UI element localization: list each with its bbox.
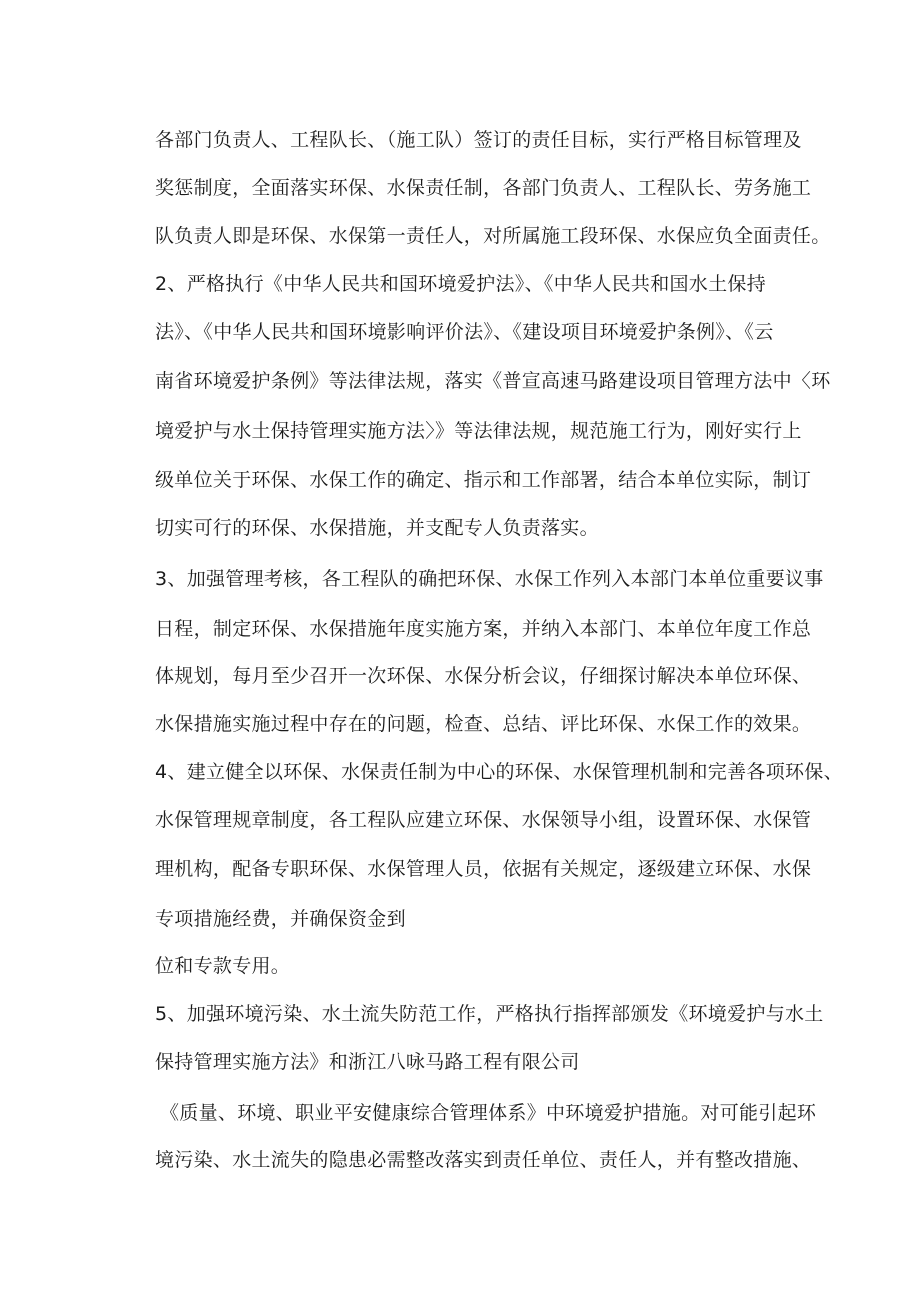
text-line: 3、加强管理考核，各工程队的确把环保、水保工作列入本部门本单位重要议事 bbox=[155, 568, 824, 590]
text-line: 位和专款专用。 bbox=[155, 955, 291, 977]
text-line: 保持管理实施方法》和浙江八咏马路工程有限公司 bbox=[155, 1051, 580, 1073]
text-line: 南省环境爱护条例》等法律法规，落实《普宣高速马路建设项目管理方法中〈环 bbox=[155, 370, 831, 392]
text-line: 各部门负责人、工程队长、（施工队）签订的责任目标，实行严格目标管理及 bbox=[155, 129, 802, 151]
text-line: 切实可行的环保、水保措施，并支配专人负责落实。 bbox=[155, 517, 599, 539]
text-line: 级单位关于环保、水保工作的确定、指示和工作部署，结合本单位实际，制订 bbox=[155, 469, 812, 491]
text-line: 法》、《中华人民共和国环境影响评价法》、《建设项目环境爱护条例》、《云 bbox=[155, 321, 774, 343]
text-line: 5、加强环境污染、水土流失防范工作，严格执行指挥部颁发《环境爱护与水土 bbox=[155, 1003, 824, 1025]
text-line: 《质量、环境、职业平安健康综合管理体系》中环境爱护措施。对可能引起环 bbox=[160, 1102, 817, 1124]
text-line: 队负责人即是环保、水保第一责任人，对所属施工段环保、水保应负全面责任。 bbox=[155, 225, 831, 247]
text-line: 水保管理规章制度，各工程队应建立环保、水保领导小组，设置环保、水保管 bbox=[155, 809, 812, 831]
text-line: 日程，制定环保、水保措施年度实施方案，并纳入本部门、本单位年度工作总 bbox=[155, 618, 812, 640]
text-line: 体规划，每月至少召开一次环保、水保分析会议，仔细探讨解决本单位环保、 bbox=[155, 665, 812, 687]
text-line: 专项措施经费，并确保资金到 bbox=[155, 908, 406, 930]
text-line: 境爱护与水土保持管理实施方法〉》等法律法规，规范施工行为，刚好实行上 bbox=[155, 420, 802, 442]
text-line: 境污染、水土流失的隐患必需整改落实到责任单位、责任人，并有整改措施、 bbox=[155, 1149, 812, 1171]
text-line: 水保措施实施过程中存在的问题，检查、总结、评比环保、水保工作的效果。 bbox=[155, 713, 812, 735]
text-line: 2、严格执行《中华人民共和国环境爱护法》、《中华人民共和国水土保持 bbox=[155, 273, 766, 295]
text-line: 4、建立健全以环保、水保责任制为中心的环保、水保管理机制和完善各项环保、 bbox=[155, 761, 843, 783]
text-line: 理机构，配备专职环保、水保管理人员，依据有关规定，逐级建立环保、水保 bbox=[155, 858, 812, 880]
text-line: 奖惩制度，全面落实环保、水保责任制，各部门负责人、工程队长、劳务施工 bbox=[155, 177, 812, 199]
